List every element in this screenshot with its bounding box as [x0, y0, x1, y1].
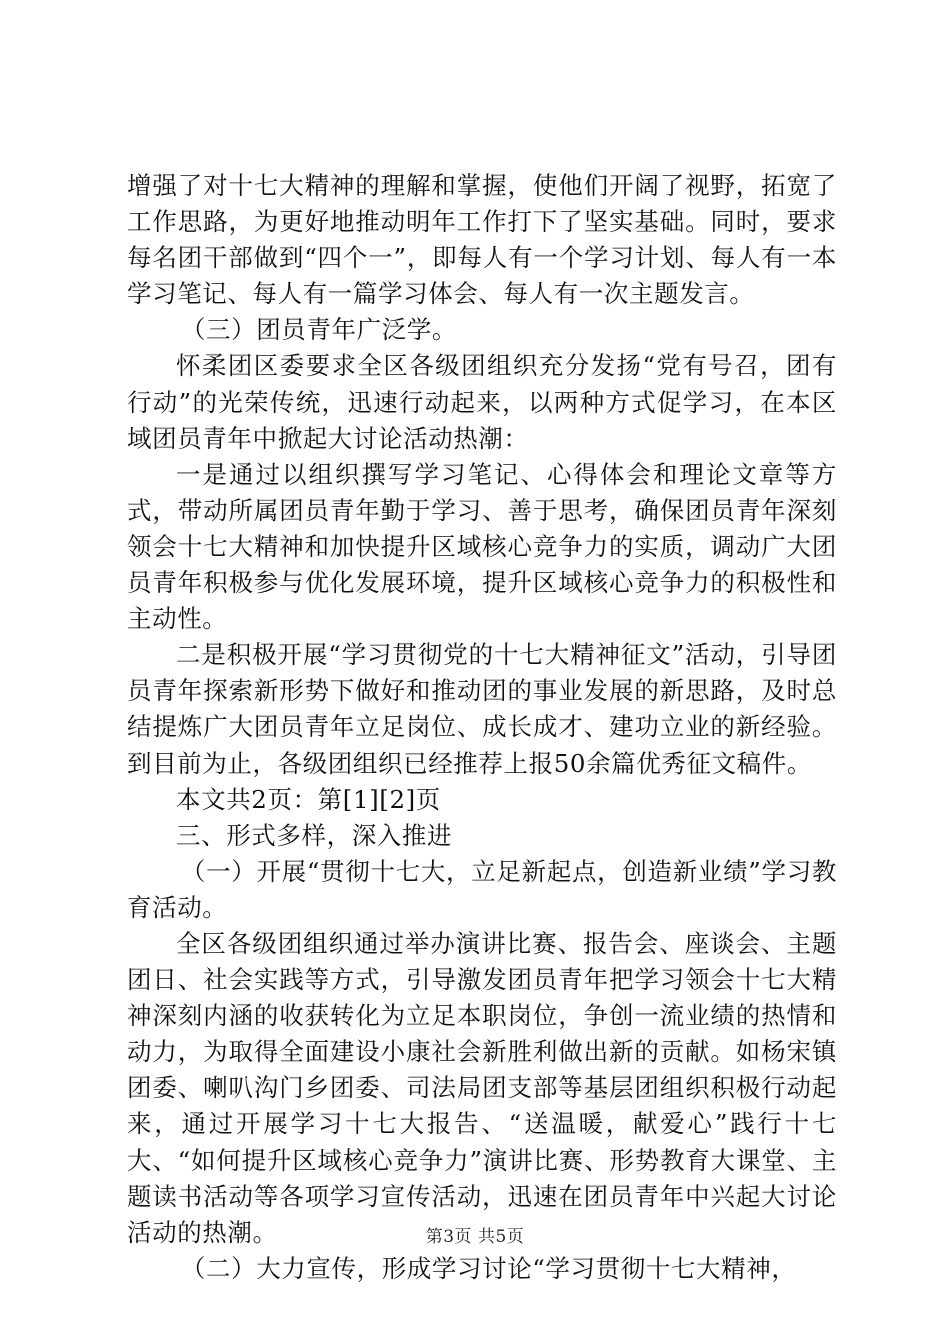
paragraph-continuation: 增强了对十七大精神的理解和掌握，使他们开阔了视野，拓宽了工作思路，为更好地推动明年工作打下了坚实基础。同时，要求每名团干部做到“四个一”，即每人有一个学习计划、每人有一本学习笔记、每人有一篇学习体会、每人有一次主题发言。 — [127, 171, 837, 309]
page-footer: 第3页 共5页 — [425, 1227, 525, 1247]
paragraph: 怀柔团区委要求全区各级团组织充分发扬“党有号召，团有行动”的光荣传统，迅速行动起来，以两种方式促学习，在本区域团员青年中掀起大讨论活动热潮： — [127, 351, 837, 453]
subheading-two: （二）大力宣传，形成学习讨论“学习贯彻十七大精神， — [180, 1253, 797, 1283]
section-heading: 三、形式多样，深入推进 — [176, 820, 453, 850]
document-body — [127, 168, 837, 1287]
subheading-one: （一）开展“贯彻十七大，立足新起点，创造新业绩”学习教育活动。 — [127, 856, 837, 922]
page-index-note: 本文共2页：第[1][2]页 — [176, 784, 441, 814]
paragraph: 一是通过以组织撰写学习笔记、心得体会和理论文章等方式，带动所属团员青年勤于学习、善于思考，确保团员青年深刻领会十七大精神和加快提升区域核心竞争力的实质，调动广大团员青年积极参与优化发展环境，提升区域核心竞争力的积极性和主动性。 — [127, 459, 837, 634]
subheading-three: （三）团员青年广泛学。 — [180, 315, 457, 345]
paragraph: 二是积极开展“学习贯彻党的十七大精神征文”活动，引导团员青年探索新形势下做好和推动团的事业发展的新思路，及时总结提炼广大团员青年立足岗位、成长成才、建功立业的新经验。到目前为止，各级团组织已经推荐上报50余篇优秀征文稿件。 — [127, 640, 837, 778]
paragraph: 全区各级团组织通过举办演讲比赛、报告会、座谈会、主题团日、社会实践等方式，引导激发团员青年把学习领会十七大精神深刻内涵的收获转化为立足本职岗位，争创一流业绩的热情和动力，为取得全面建设小康社会新胜利做出新的贡献。如杨宋镇团委、喇叭沟门乡团委、司法局团支部等基层团组织积极行动起来，通过开展学习十七大报告、“送温暖，献爱心”践行十七大、“如何提升区域核心竞争力”演讲比赛、形势教育大课堂、主题读书活动等各项学习宣传活动，迅速在团员青年中兴起大讨论活动的热潮。 — [127, 928, 837, 1247]
